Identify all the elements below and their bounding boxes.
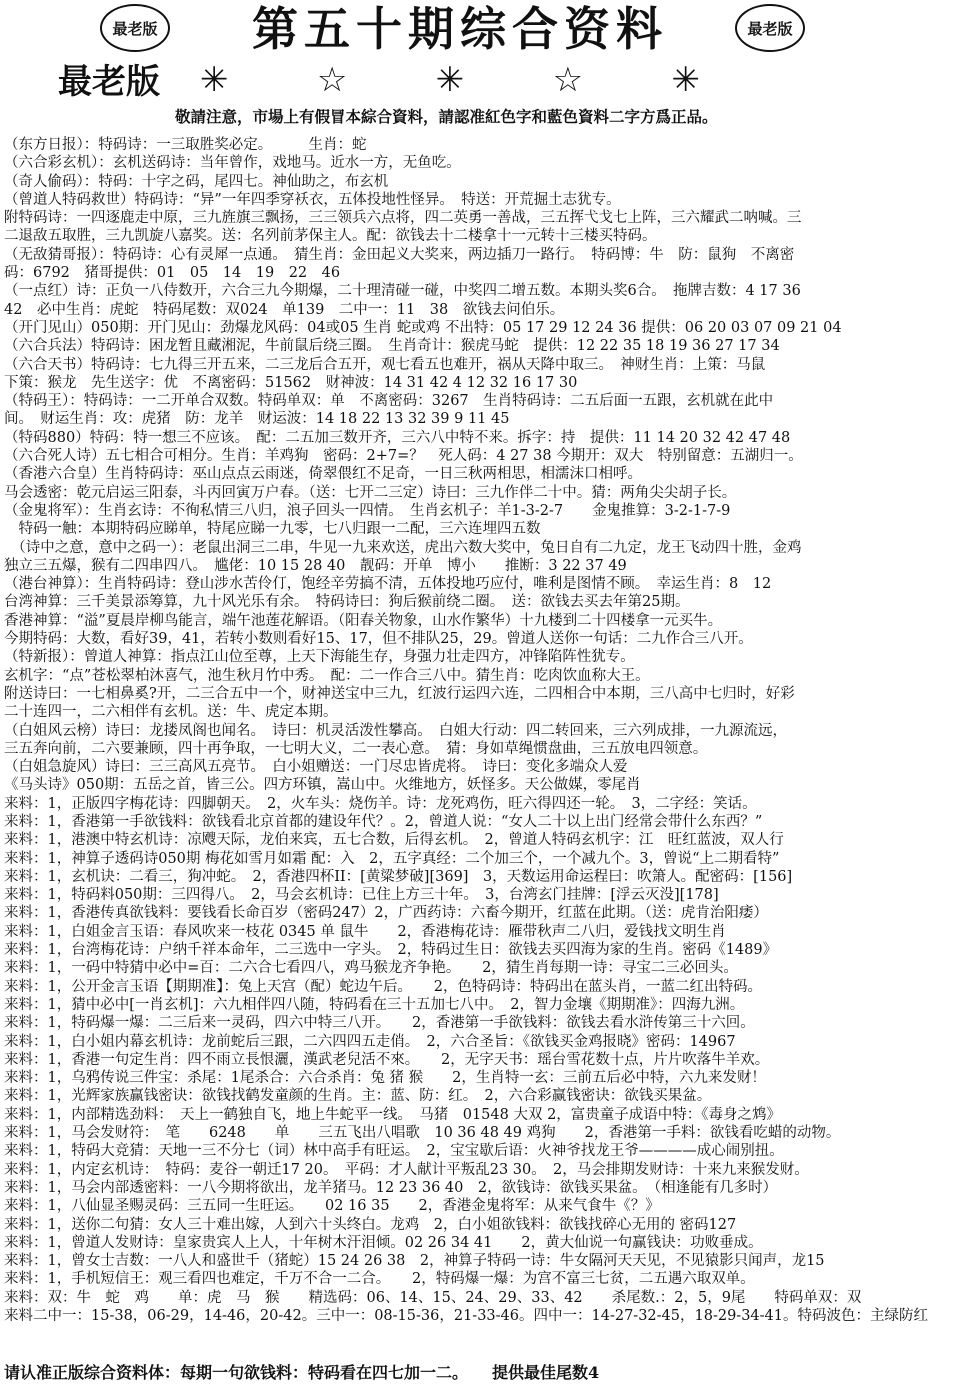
text-line: （六合彩玄机）：玄机送码诗：当年曾作，戏地马。近水一方，无鱼吃。 bbox=[4, 155, 461, 172]
edition-badge-right: 最老版 bbox=[735, 4, 805, 52]
text-line: 来料：1，特码爆一爆：二三后来一灵码，四六中特三八开。 2，香港第一手欲钱料：欲钱去看水浒传第三十六回。 bbox=[4, 1015, 755, 1032]
text-line: 来料：1，马会内部透密料：一八今期将欲出，龙羊猪马。12 23 36 40 2，欲钱诗：欲钱买果盆。 （相逢能有几多时） bbox=[4, 1179, 778, 1196]
asterisk-icon: ✳ bbox=[671, 60, 700, 100]
text-line: 来料：1，内部精选劲料： 天上一鹤独自飞，地上牛蛇平一线。 马猪 01548 大双 2，富贵童子成语中特：《毒身之鸩》 bbox=[4, 1106, 782, 1123]
text-line: （特新报）：曾道人神算：指点江山位至尊，上天下海能生存，身强力壮走四方，冲锋陷阵性犹专。 bbox=[4, 649, 635, 666]
text-line: 今期特码：大数，看好39，41，若转小数则看好15、17，但不排队25，29。曾道人送你一句话：二九作合三八开。 bbox=[4, 631, 753, 648]
text-line: 来料：1，香港一句定生肖：四不雨立長恨灑，漢武老兒活不來。 2，无字天书：瑶台雪花数十点，片片吹落牛羊欢。 bbox=[4, 1051, 770, 1068]
text-line: 来料：1，香港第一手欲钱料：欲钱看北京首都的建设年代？。2，曾道人说：“女人二十以上出门经常会带什么东西？” bbox=[4, 813, 763, 830]
asterisk-icon: ✳ bbox=[435, 60, 465, 100]
text-line: 二退敌五取胜，三九凯旋八嘉奖。送：名列前茅保主人。配：欲钱去十二楼拿十一元转十三楼买特码。 bbox=[4, 228, 657, 245]
text-line: 来料：1，曾道人发财诗：皇家贵宾人上人，十年树木汗泪倾。02 26 34 41 2，黄大仙说一句赢钱诀：功败垂成。 bbox=[4, 1234, 763, 1251]
text-line: 码：6792 猪哥提供：01 05 14 19 22 46 bbox=[4, 265, 341, 282]
text-line: 来料：1，马会发财符： 笔 6248 单 三五飞出八唱歌 10 36 48 49 鸡狗 2，香港第一手料：欲钱看吃蜡的动物。 bbox=[4, 1125, 841, 1142]
edition-label: 最老版 bbox=[58, 62, 160, 102]
text-line: 来料：1，台湾梅花诗：户纳千祥本命年，二三选中一字头。 2，特码过生日：欲钱去买四海为家的生肖。密码《1489》 bbox=[4, 942, 778, 959]
text-line: 来料：1，送你二句猜：女人三十难出嫁，人到六十头终白。龙鸡 2，白小姐欲钱料：欲钱找碎心无用的 密码127 bbox=[4, 1216, 737, 1233]
text-line: （香港六合皇）生肖特码诗：巫山点点云雨迷，倚翠偎红不足奇，一日三秋两相思，相濡沫口相呼。 bbox=[4, 466, 642, 483]
text-line: 来料：1，香港传真欲钱料：要钱看长命百岁（密码247）2，广西药诗：六畜今期开，红蓝在此期。（送：虎肯治阳痿） bbox=[4, 905, 768, 922]
edition-badge-left: 最老版 bbox=[100, 4, 170, 52]
text-line: （曾道人特码救世）特码诗：“异”一年四季穿袄衣，五体投地性怪异。 特送：开荒掘土志犹专。 bbox=[4, 191, 621, 208]
text-line: 来料：1，八仙显圣赐灵码：三五同一生旺运。 02 16 35 2，香港金鬼将军：从来气食牛《？》 bbox=[4, 1198, 660, 1215]
text-line: 二十连四一，二六相伴有玄机。送：牛、虎定本期。 bbox=[4, 704, 338, 721]
text-line: （诗中之意，意中之码一）：老鼠出洞三二串，牛见一九来欢送，虎出六数大奖中，兔日自有二九定，龙王飞动四十胜，金鸡 bbox=[4, 539, 802, 556]
text-line: （六合兵法）特码诗：困龙暂且藏湘泥，牛前鼠后绕三圈。 生肖奇计：猴虎马蛇 提供：12 22 35 18 19 36 27 17 34 bbox=[4, 338, 780, 355]
text-line: （奇人偷码）：特码：十字之码，尾四七。神仙助之，布玄机 bbox=[4, 173, 389, 190]
text-line: （东方日报）：特码诗：一三取胜奖必定。 生肖：蛇 bbox=[4, 137, 367, 153]
text-line: 来料：1，白小姐内幕玄机诗：龙前蛇后三跟，二六四四五走俏。 2，六合圣旨：《欲钱买金鸡报晓》密码：14967 bbox=[4, 1033, 736, 1050]
page-header bbox=[0, 0, 957, 60]
text-line: 来料：1，曾女士吉数：一八人和盛世千（猪蛇）15 24 26 38 2，神算子特码一诗：牛女隔河天天见，不见猿影只闻声，龙15 bbox=[4, 1253, 825, 1270]
text-line: （白姐风云榜）诗曰：龙搂凤阁也闻名。 诗曰：机灵活泼性攀高。 白姐大行动：四二转回来，三六列成排，一九源流远， bbox=[4, 722, 787, 739]
text-line: 来料二中一：15-38，06-29，14-46，20-42。三中一：08-15-36，21-33-46。四中一：14-27-32-45，18-29-34-41。特码波色：主绿防红 bbox=[4, 1308, 929, 1324]
text-line: 来料：1，神算子透码诗050期 梅花如雪月如霜 配：入 2，五字真经：二个加三个，一个减九个。3，曾说“上二期看特” bbox=[4, 850, 780, 867]
text-line: （六合死人诗）五七相合可相分。生肖：羊鸡狗 密码：2+7=？ 死人码：4 27 38 今期开：双大 特别留意：五湖归一。 bbox=[4, 448, 803, 465]
text-line: 马会透密：乾元启运三阳泰，斗丙回寅万户春。（送：七开二三定）诗曰：三九作伴二十中。猜：两角尖尖胡子长。 bbox=[4, 484, 737, 501]
content-lines bbox=[4, 136, 954, 1325]
text-line: （金鬼将军）：生肖玄诗：不徇私情三八归，浪子回头一四情。 生肖玄机子：羊1-3-2-7 金鬼推算：3-2-1-7-9 bbox=[4, 502, 731, 519]
text-line: 来料：1，特码大竞猜：天地一三不分七（词）林中高手有旺运。 2，宝宝歇后语：火神爷找龙王爷————成心闹别扭。 bbox=[4, 1143, 784, 1160]
text-line: （特码880）特码：特一想三不应该。 配：二五加三数开齐，三六八中特不来。拆字：持 提供：11 14 20 32 42 47 48 bbox=[4, 429, 791, 446]
text-line: 来料：双：牛 蛇 鸡 单：虎 马 猴 精选码：06、14、15、24、29、33、42 杀尾数.：2，5，9尾 特码单双：双 bbox=[4, 1289, 862, 1306]
star-decoration-row bbox=[200, 60, 700, 100]
star-icon: ☆ bbox=[552, 60, 584, 100]
text-line: 特码一触：本期特码应睇单，特尾应睇一九零，七八归跟一二配，三六连埋四五数 bbox=[4, 521, 541, 538]
star-icon: ☆ bbox=[316, 60, 348, 100]
text-line: （特码王）：特码诗：一二开单合双数。特码单双：单 不离密码：3267 生肖特码诗：二五后面一五跟，玄机就在此中 bbox=[4, 393, 774, 410]
text-line: 间。 财运生肖：攻：虎猪 防：龙羊 财运波：14 18 22 13 32 39 9 11 45 bbox=[4, 411, 510, 428]
footer-banner: 请认准正版综合资料体：每期一句欲钱料：特码看在四七加一二。 提供最佳尾数4 bbox=[4, 1363, 600, 1382]
text-line: 《马头诗》050期：五岳之首，皆三公。四方环镇，嵩山中。火维地方，妖怪多。天公做媒，零尾肖 bbox=[4, 777, 641, 794]
text-line: 来料：1，公开金言玉语【期期准】：兔上天宫（配）蛇边午后。 2，色特码诗：特码出在蓝头肖，一蓝二红出特码。 bbox=[4, 978, 762, 995]
text-line: 来料：1，手机短信王：观三看四也难定，千万不合一二合。 2，特码爆一爆：为宫不富三七贫，二五遇六取双单。 bbox=[4, 1271, 755, 1288]
text-line: 来料：1，正版四字梅花诗：四脚朝天。 2，火车头：烧伤羊。诗：龙死鸡伤，旺六得四还一轮。 3，二字经：笑话。 bbox=[4, 795, 757, 812]
text-line: 来料：1，白姐金言玉语：春风吹来一枝花 0345 单 鼠牛 2，香港梅花诗：雁带秋声二八归，爱钱找文明生肖 bbox=[4, 923, 726, 940]
text-line: 香港神算：“溢”夏晨岸柳鸟能言，端午池莲花解语。（阳春关物象，山水作繁华）十九楼到二十四楼拿一元买牛。 bbox=[4, 612, 723, 629]
text-line: 来料：1，光辉家族赢钱密诀：欲钱找鹤发童颜的生肖。主：蓝、防：红。 2，六合彩赢钱密诀：欲钱买果盆。 bbox=[4, 1088, 712, 1105]
text-line: 来料：1，玄机诀：二看三，狗冲蛇。 2，香港四杯II：[黄粱梦破][369] 3，天数运用命运程曰：吹箫人。配密码：[156] bbox=[4, 868, 793, 885]
text-line: （六合天书）特码诗：七九得三开五来，二三龙后合五开，观七看五也难开，祸从天降中取三。 神财生肖：上策：马鼠 bbox=[4, 356, 766, 373]
text-line: 来料：1，港澳中特玄机诗：凉飕天际，龙伯来宾，五七合数，后得玄机。 2，曾道人特码玄机字：江 旺红蓝波，双人行 bbox=[4, 832, 784, 849]
text-line: 玄机字：“点”苍松翠柏沐喜气，池生秋月竹中秀。 配：二一作合三八中。猜生肖：吃肉饮血称大王。 bbox=[4, 667, 650, 684]
text-line: 来料：1，内定玄机诗： 特码：麦谷一朝迁17 20。 平码：才人献计平叛乱23 30。 2，马会排期发财诗：十来九来猴发财。 bbox=[4, 1161, 809, 1178]
text-line: 来料：1，乌鸦传说三件宝：杀尾：1尾杀合：六合杀肖：兔 猪 猴 2，生肖特一玄：三前五后必中特，六九来发财！ bbox=[4, 1070, 766, 1087]
text-line: 42 必中生肖：虎蛇 特码尾数：双024 单139 二中一：11 38 欲钱去问伯乐。 bbox=[4, 301, 565, 318]
text-line: （一点红）诗：正负一八侍数开，六合三九今期爆，二十理清碰一碰，中奖四二增五数。本期头奖6合。 拖牌吉数：4 17 36 bbox=[4, 283, 801, 300]
text-line: 独立三五爆，猴有二四串四八。 尴佬：10 15 28 40 靓码：开单 博小 推断：3 22 37 49 bbox=[4, 557, 627, 574]
text-line: 下策：猴龙 先生送字：优 不离密码：51562 财神波：14 31 42 4 12 32 16 17 30 bbox=[4, 374, 578, 391]
asterisk-icon: ✳ bbox=[200, 60, 229, 100]
text-line: 附特码诗：一四逐鹿走中原，三九旌旗三飘扬，三三领兵六点将，四二英勇一善战，三五挥弋戈七上阵，三六耀武二呐喊。三 bbox=[4, 210, 802, 227]
text-line: 来料：1，一码中特猜中必中=百：二六合七看四八，鸡马猴龙齐争艳。 2，猜生肖每期一诗：寻宝二三必回头。 bbox=[4, 960, 738, 977]
authenticity-notice: 敬請注意，市場上有假冒本綜合資料，請認准紅色字和藍色資料二字方爲正品。 bbox=[175, 107, 718, 126]
text-line: 附送诗曰：一七相鼻奚?开，二三合五中一个，财神送宝中三九，红波行运四六连，二四相合中本期，三八高中七归时，好彩 bbox=[4, 685, 795, 702]
text-line: 台湾神算：三千美景添筹算，九十风光乐有余。 特码诗曰：狗后猴前绕二圈。 送：欲钱去买去年第25期。 bbox=[4, 594, 690, 611]
text-line: 来料：1，猜中必中[一肖玄机]：六九相伴四八随，特码看在三十五加七八中。 2，智力金壤《期期准》：四海九洲。 bbox=[4, 996, 745, 1013]
text-line: （开门见山）050期：开门见山：劲爆龙风码：04或05 生肖 蛇或鸡 不出特：05 17 29 12 24 36 提供：06 20 03 07 09 21 04 bbox=[4, 319, 842, 336]
text-line: 三五奔向前，二六要兼顾，四十再争取，一七明大义，二一表心意。 猜：身如草绳惯盘曲，三五放电四领意。 bbox=[4, 740, 708, 757]
text-line: （白姐急旋风）诗曰：三三高风五亮节。 白小姐赠送：一门尽忠皆虎将。 诗曰：变化多端众人爱 bbox=[4, 759, 628, 776]
text-line: （无敌猜哥报）：特码诗：心有灵犀一点通。 猜生肖：金田起义大奖来，两边插刀一路行。 特码博：牛 防：鼠狗 不离密 bbox=[4, 246, 795, 263]
text-line: （港台神算）：生肖特码诗：登山涉水苦伶仃，饱经辛劳搞不清，五体投地巧应付，唯利是图情不顾。 幸运生肖：8 12 bbox=[4, 576, 772, 593]
text-line: 来料：1，特码料050期：三四得八。 2，马会玄机诗：已住上方三十年。 3，台湾玄门挂牌：[浮云灭没][178] bbox=[4, 887, 719, 904]
page-title: 第五十期综合资料 bbox=[252, 2, 668, 56]
